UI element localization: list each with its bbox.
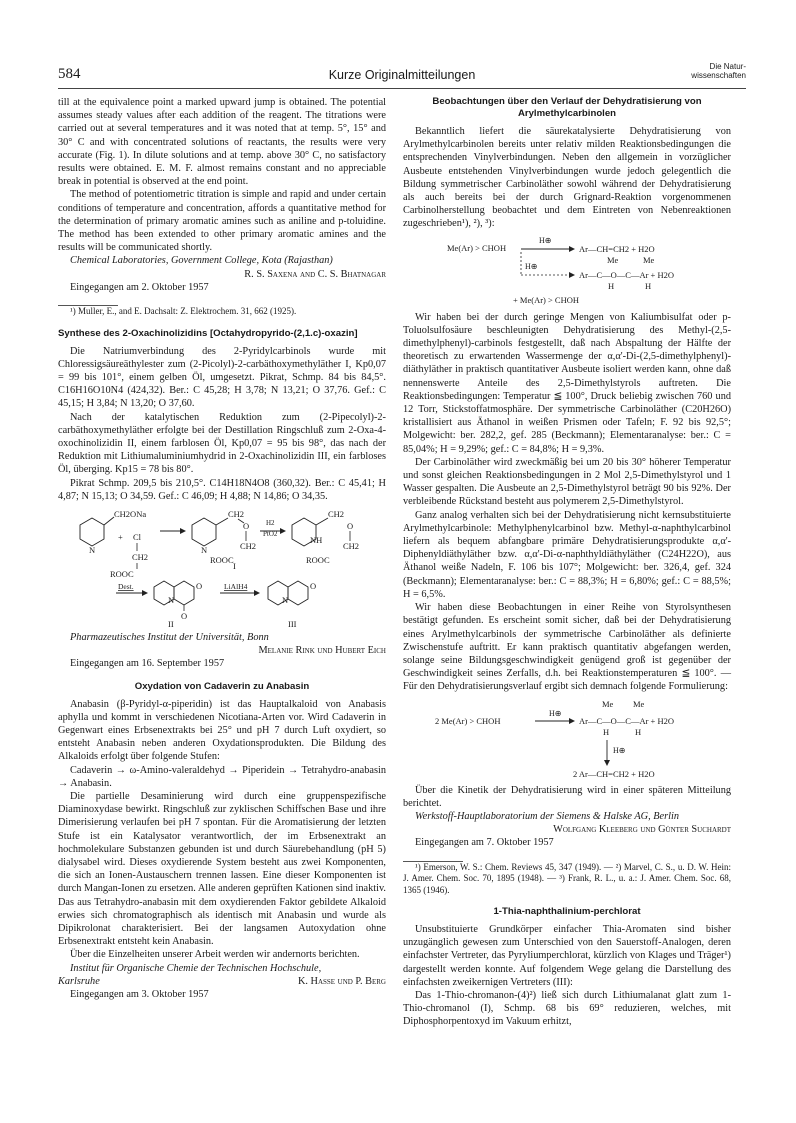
reaction-scheme-dehydration [403, 235, 731, 307]
body-paragraph: The method of potentiometric titration is simple and rapid and under certain conditions of temperature and concentration, affords a quantitative method for the determination of primary aromatic amines such as aniline and p-toluidine. The method has been extended to other primary aromatic amines and the results will be communicated shortly. [58, 189, 386, 254]
reaction-scheme-formulation [403, 698, 731, 780]
label: PtO2 [263, 529, 278, 538]
affiliation: Chemical Laboratories, Government College, Kota (Rajasthan) [70, 255, 333, 267]
label: CH2 [328, 508, 345, 519]
label: H⊕ [539, 235, 552, 245]
affiliation: Werkstoff-Hauptlaboratorium der Siemens & Halske AG, Berlin [415, 810, 679, 822]
label: Me [633, 698, 645, 709]
label: O [196, 580, 203, 591]
body-paragraph: Ganz analog verhalten sich bei der Dehydratisierung nicht kernsubstituierte Arylmethylcarbinole: Methylphenylcarbinol bzw. Methyl-α-naphthylcarbinol liefern als bequem abfangbare primäre Dehydratisierungsprodukte α,α'-Diphenyldiäthyläther bzw. α,α'-Di-α-naphthyldiäthyläther (C24H22O), aus Äthanol weiße Nadeln, F. 106 bis 107°; Molgewicht: ber. 326,4, gef. 324 (Beckmann); Elementaranalyse: ber.: C = 88,3%; H = 6,80%; gef.: C = 88,5%; H = 6,5%. [403, 509, 731, 600]
page-header [58, 62, 746, 89]
left-column [58, 96, 386, 1004]
article-title: Synthese des 2-Oxachinolizidins [Octahydropyrido-(2,1.c)-oxazin] [58, 327, 358, 339]
affiliation-line [58, 975, 386, 988]
received-date: Eingegangen am 7. Oktober 1957 [415, 837, 554, 849]
label: 2 Ar—CH=CH2 + H2O [573, 768, 655, 779]
body-paragraph: Cadaverin → ω-Amino-valeraldehyd → Piperidein → Tetrahydro-anabasin → Anabasin. [58, 764, 386, 789]
label: H [645, 280, 652, 291]
label: N [168, 594, 175, 605]
compound-label: III [288, 618, 297, 627]
label: + Me(Ar) > CHOH [513, 294, 580, 305]
label: Cl [133, 531, 142, 542]
label: ROOC [210, 554, 234, 565]
label: O [243, 520, 250, 531]
article-title: Beobachtungen über den Verlauf der Dehydratisierung von Arylmethylcarbinolen [432, 96, 702, 119]
label: Me [602, 698, 614, 709]
body-paragraph: Die partielle Desaminierung wird durch eine gruppenspezifische Diaminoxydase bewirkt. Ringschluß zur zyklischen Schiffschen Base und ihre Dimerisierung verlaufen bei pH 7 spontan. Für die Aromatisierung der letzten Stufe ist ein Katalysator verantwortlich, der im Erbsenextrakt an hochmolekulare Substanzen gebunden ist und durch Säurebehandlung (pH 5) dialysabel wird. Dieses oxydierende System besteht aus zwei Komponenten, die sich an Ionen-Austauschern trennen lassen. Eine dieser Komponenten ist durch Mangan-Ionen zu ersetzen. Alle anderen geprüften Kationen sind inaktiv. Das aus Tetrahydro-anabasin mit dem oxydierenden Faktor gebildete Alkaloid erwies sich chromatographisch als identisch mit Anabasin und wurde als Dipikrolonat charakterisiert. Bei der langsamen Autoxydation ohne Erbsenextrakt entsteht kein Anabasin. [58, 791, 386, 948]
label: H [608, 280, 615, 291]
oxachinolizidine-ring-b [288, 581, 308, 605]
label: Ar—C—O—C—Ar + H2O [579, 269, 674, 280]
label: H [603, 726, 610, 737]
footnote-text: ¹) Emerson, W. S.: Chem. Reviews 45, 347 (1949). — ²) Marvel, C. S., u. D. W. Hein: J. Amer. Chem. Soc. 70, 1895 (1948). — ³) Frank, R. L., u. a.: J. Amer. Chem. Soc. 68, 1365 (1946). [403, 861, 731, 895]
page-number: 584 [58, 66, 81, 82]
label: H⊕ [549, 708, 562, 718]
affiliation: Pharmazeutisches Institut der Universität, Bonn [70, 631, 269, 643]
body-paragraph: Über die Kinetik der Dehydratisierung wird in einer späteren Mitteilung berichtet. [403, 784, 731, 809]
label: NH [310, 534, 323, 545]
label: Me [607, 254, 619, 265]
quinolizidinone-ring-b [174, 581, 194, 605]
article-title: 1-Thia-naphthalinium-perchlorat [493, 906, 641, 918]
label: ROOC [306, 554, 330, 565]
body-paragraph: Das 1-Thio-chromanon-(4)²) ließ sich durch Lithiumalanat glatt zum 1-Thio-chromanol (I), Schmp. 68 bis 69° reduzieren, welches, mit Diphosphorpentoxyd im Vakuum erhitzt, [403, 990, 731, 1028]
footnote [403, 854, 731, 897]
body-paragraph: Der Carbinoläther wird zweckmäßig bei um 20 bis 30° höherer Temperatur und sonst gleichen Reaktionsbedingungen in 2 Mol 2,5-Dimethylstyrol und 1 Wasser gespalten. Die Ausbeute an 2,5-Dimethylstyrol beträgt 90 bis 92%. Der verbleibende Rückstand besteht aus polymerem 2,5-Dimethylstyrol. [403, 456, 731, 508]
body-paragraph: Die Natriumverbindung des 2-Pyridylcarbinols wurde mit Chloressigsäureäthylester zum (2-Picolyl)-2-carbäthoxymethyläther I, Kp0,07 = 99 bis 101°, einem gelben Öl, umgesetzt. Pikrat, Schmp. 84 bis 84,5°. C16H16O10N4 (424,32). Ber.: C 45,28; H 3,78; N 13,21; O 37,76. Gef.: C 45,15; H 3,84; N 13,20; O 37,60. [58, 345, 386, 410]
body-paragraph: Nach der katalytischen Reduktion zum (2-Pipecolyl)-2-carbäthoxymethyläther erfolgte bei der Destillation Ringschluß zum 2-Oxa-4-oxochinolizidin II, einem farblosen Öl, Kp0,07 = 95 bis 98°, das nach der Reduktion mit Lithiumaluminiumhydrid in 2-Oxachinolizidin III, ein farbloses Öl, überging. Kp15 = 78 bis 80°. [58, 411, 386, 476]
body-paragraph: Anabasin (β-Pyridyl-α-piperidin) ist das Hauptalkaloid von Anabasis aphylla und kommt in verschiedenen Nicotiana-Arten vor. Wird Cadaverin in Gegenwart eines Erbsenextrakts bei 25° und pH 7 durch Luft oxydiert, so entsteht Anabasin neben anderen Oxydationsprodukten. Die Bildung des Alkaloids erfolgt über folgende Stufen: [58, 698, 386, 763]
label: Dest. [118, 581, 134, 591]
label: CH2ONa [114, 508, 147, 519]
label: O [347, 520, 354, 531]
body-paragraph: Pikrat Schmp. 209,5 bis 210,5°. C14H18N4O8 (360,32). Ber.: C 45,41; H 4,87; N 15,13; O 34,59. Gef.: C 46,09; H 4,88; N 14,86; O 34,35. [58, 477, 386, 502]
plus-sign: + [118, 531, 123, 542]
label: N [201, 544, 208, 555]
authors: Melanie Rink und Hubert Eich [258, 645, 386, 657]
label: CH2 [228, 508, 245, 519]
label: CH2 [343, 540, 360, 551]
reaction-scheme-oxachinolizidin [58, 507, 386, 627]
body-paragraph: Bekanntlich liefert die säurekatalysierte Dehydratisierung von Arylmethylcarbinolen bereits unter relativ milden Reaktionsbedingungen die entsprechenden Vinylverbindungen. Neben den allgemein in vorzüglicher Ausbeute entstehenden Vinylverbindungen wurde jedoch gelegentlich die Bildung symmetrischer Carbinoläther sowohl während der Dehydratisierung als auch bereits bei der durch Grignard-Reaktion vorgenommenen Carbinolherstellung beobachtet und dem Eintreten von Nebenreaktionen zugeschrieben¹), ²), ³): [403, 126, 731, 230]
label: 2 Me(Ar) > CHOH [435, 715, 501, 726]
label: Ar—C—O—C—Ar + H2O [579, 715, 674, 726]
pyridine-ring [80, 518, 104, 546]
footnote-text: ¹) Muller, E., and E. Dachsalt: Z. Elektrochem. 31, 662 (1925). [70, 306, 297, 317]
label: CH2 [240, 540, 257, 551]
compound-label: I [233, 560, 236, 571]
right-column [403, 96, 731, 1029]
label: Me [643, 254, 655, 265]
label: Me(Ar) > CHOH [447, 242, 507, 253]
received-date: Eingegangen am 16. September 1957 [70, 658, 225, 670]
body-paragraph: Wir haben diese Beobachtungen in einer Reihe von Styrolsynthesen bestätigt gefunden. Es erscheint somit sicher, daß bei der Dehydratisierung eines Arylmethylcarbinols der symmetrische Carbinoläther als definierte Zwischenstufe auftritt. Er kann praktisch quantitativ abgefangen werden, solange seine Bildungsgeschwindigkeit genügend groß ist gegenüber der Geschwindigkeit seines Zerfalls, d.h. bei Reaktionstemperaturen ≦ 100°. — Für den Dehydratisierungsverlauf ergibt sich demnach folgende Formulierung: [403, 602, 731, 693]
label: Ar—CH=CH2 + H2O [579, 243, 655, 254]
received-date: Eingegangen am 2. Oktober 1957 [70, 281, 209, 293]
body-paragraph: Unsubstituierte Grundkörper einfacher Thia-Aromaten sind bisher unzugänglich gewesen zum Unterschied von den Sauerstoff-Analogen, deren einfachster Vertreter, das Pyryliumperchlorat, kürzlich von Klages und Träger¹) dargestellt werden konnte. Auf folgendem Wege gelang die Darstellung des einfachsten zweikernigen Vertreters (III): [403, 924, 731, 988]
label: ROOC [110, 568, 134, 579]
label: O [181, 610, 188, 621]
label: O [310, 580, 317, 591]
article-title: Oxydation von Cadaverin zu Anabasin [134, 680, 310, 692]
label: LiAlH4 [224, 581, 248, 591]
body-paragraph: till at the equivalence point a marked upward jump is obtained. The potential assumes steady values after each addition of the reagent. The titrations were carried out at several temperatures and it was noted that at temp. 5°, 15° and 30° C and with concentrated solutions of reactants, the results were very accurate (Fig. 1). In dilute solutions and at temp. above 30° C, no satisfactory results were obtained. E. M. F. almost remains constant and no appreciable break in potential is observed at the end point. [58, 97, 386, 188]
compound-label: II [168, 618, 174, 627]
running-title: Kurze Originalmitteilungen [328, 68, 476, 82]
label: H [635, 726, 642, 737]
authors: Wolfgang Kleeberg und Günter Suchardt [553, 824, 731, 836]
label: N [282, 594, 289, 605]
authors: R. S. Saxena and C. S. Bhatnagar [244, 268, 386, 280]
label: H⊕ [525, 261, 538, 271]
pyridine-ring [192, 518, 216, 546]
authors: K. Hasse und P. Berg [297, 975, 386, 987]
body-paragraph: Über die Einzelheiten unserer Arbeit werden wir andernorts berichten. [70, 949, 360, 961]
body-paragraph: Wir haben bei der durch geringe Mengen von Kaliumbisulfat oder p-Toluolsulfosäure beschleunigten Dehydratisierung des Methyl-(2,5-dimethylphenyl)-carbinols festgestellt, daß nach Abspaltung der Hälfte der theoretisch zu erwartenden Wassermenge der α,α'-Di-(2,5-dimethylphenyl)-diäthyläther in praktisch quantitativer Ausbeute isoliert werden kann, ohne daß nennenswerte Anteile des 2,5-Dimethylstyrols auftreten. Die Reaktionsbedingungen: Temperatur ≦ 100°, Druck beliebig zwischen 760 und 12 Torr, Stickstoffatmosphäre. Der symmetrische Carbinoläther (C20H26O) kristallisiert aus Äthanol in weißen Prismen oder Tafeln; F. 92 bis 92,5°; Molgewicht: ber. 282,2, gef. 285 (Beckmann); Elementaranalyse: ber.: C = 85,04%; H = 9,29%; gef.: C = 84,8%; H = 9,3%. [403, 311, 731, 455]
affiliation-city: Karlsruhe [58, 975, 100, 987]
label: H2 [266, 518, 275, 527]
label: CH2 [132, 551, 149, 562]
journal-name: Die Natur- wissenschaften [691, 62, 746, 80]
received-date: Eingegangen am 3. Oktober 1957 [70, 989, 209, 1001]
label: H⊕ [613, 745, 626, 755]
affiliation: Institut für Organische Chemie der Technischen Hochschule, [70, 962, 322, 974]
footnote [58, 298, 386, 318]
label: N [89, 544, 96, 555]
